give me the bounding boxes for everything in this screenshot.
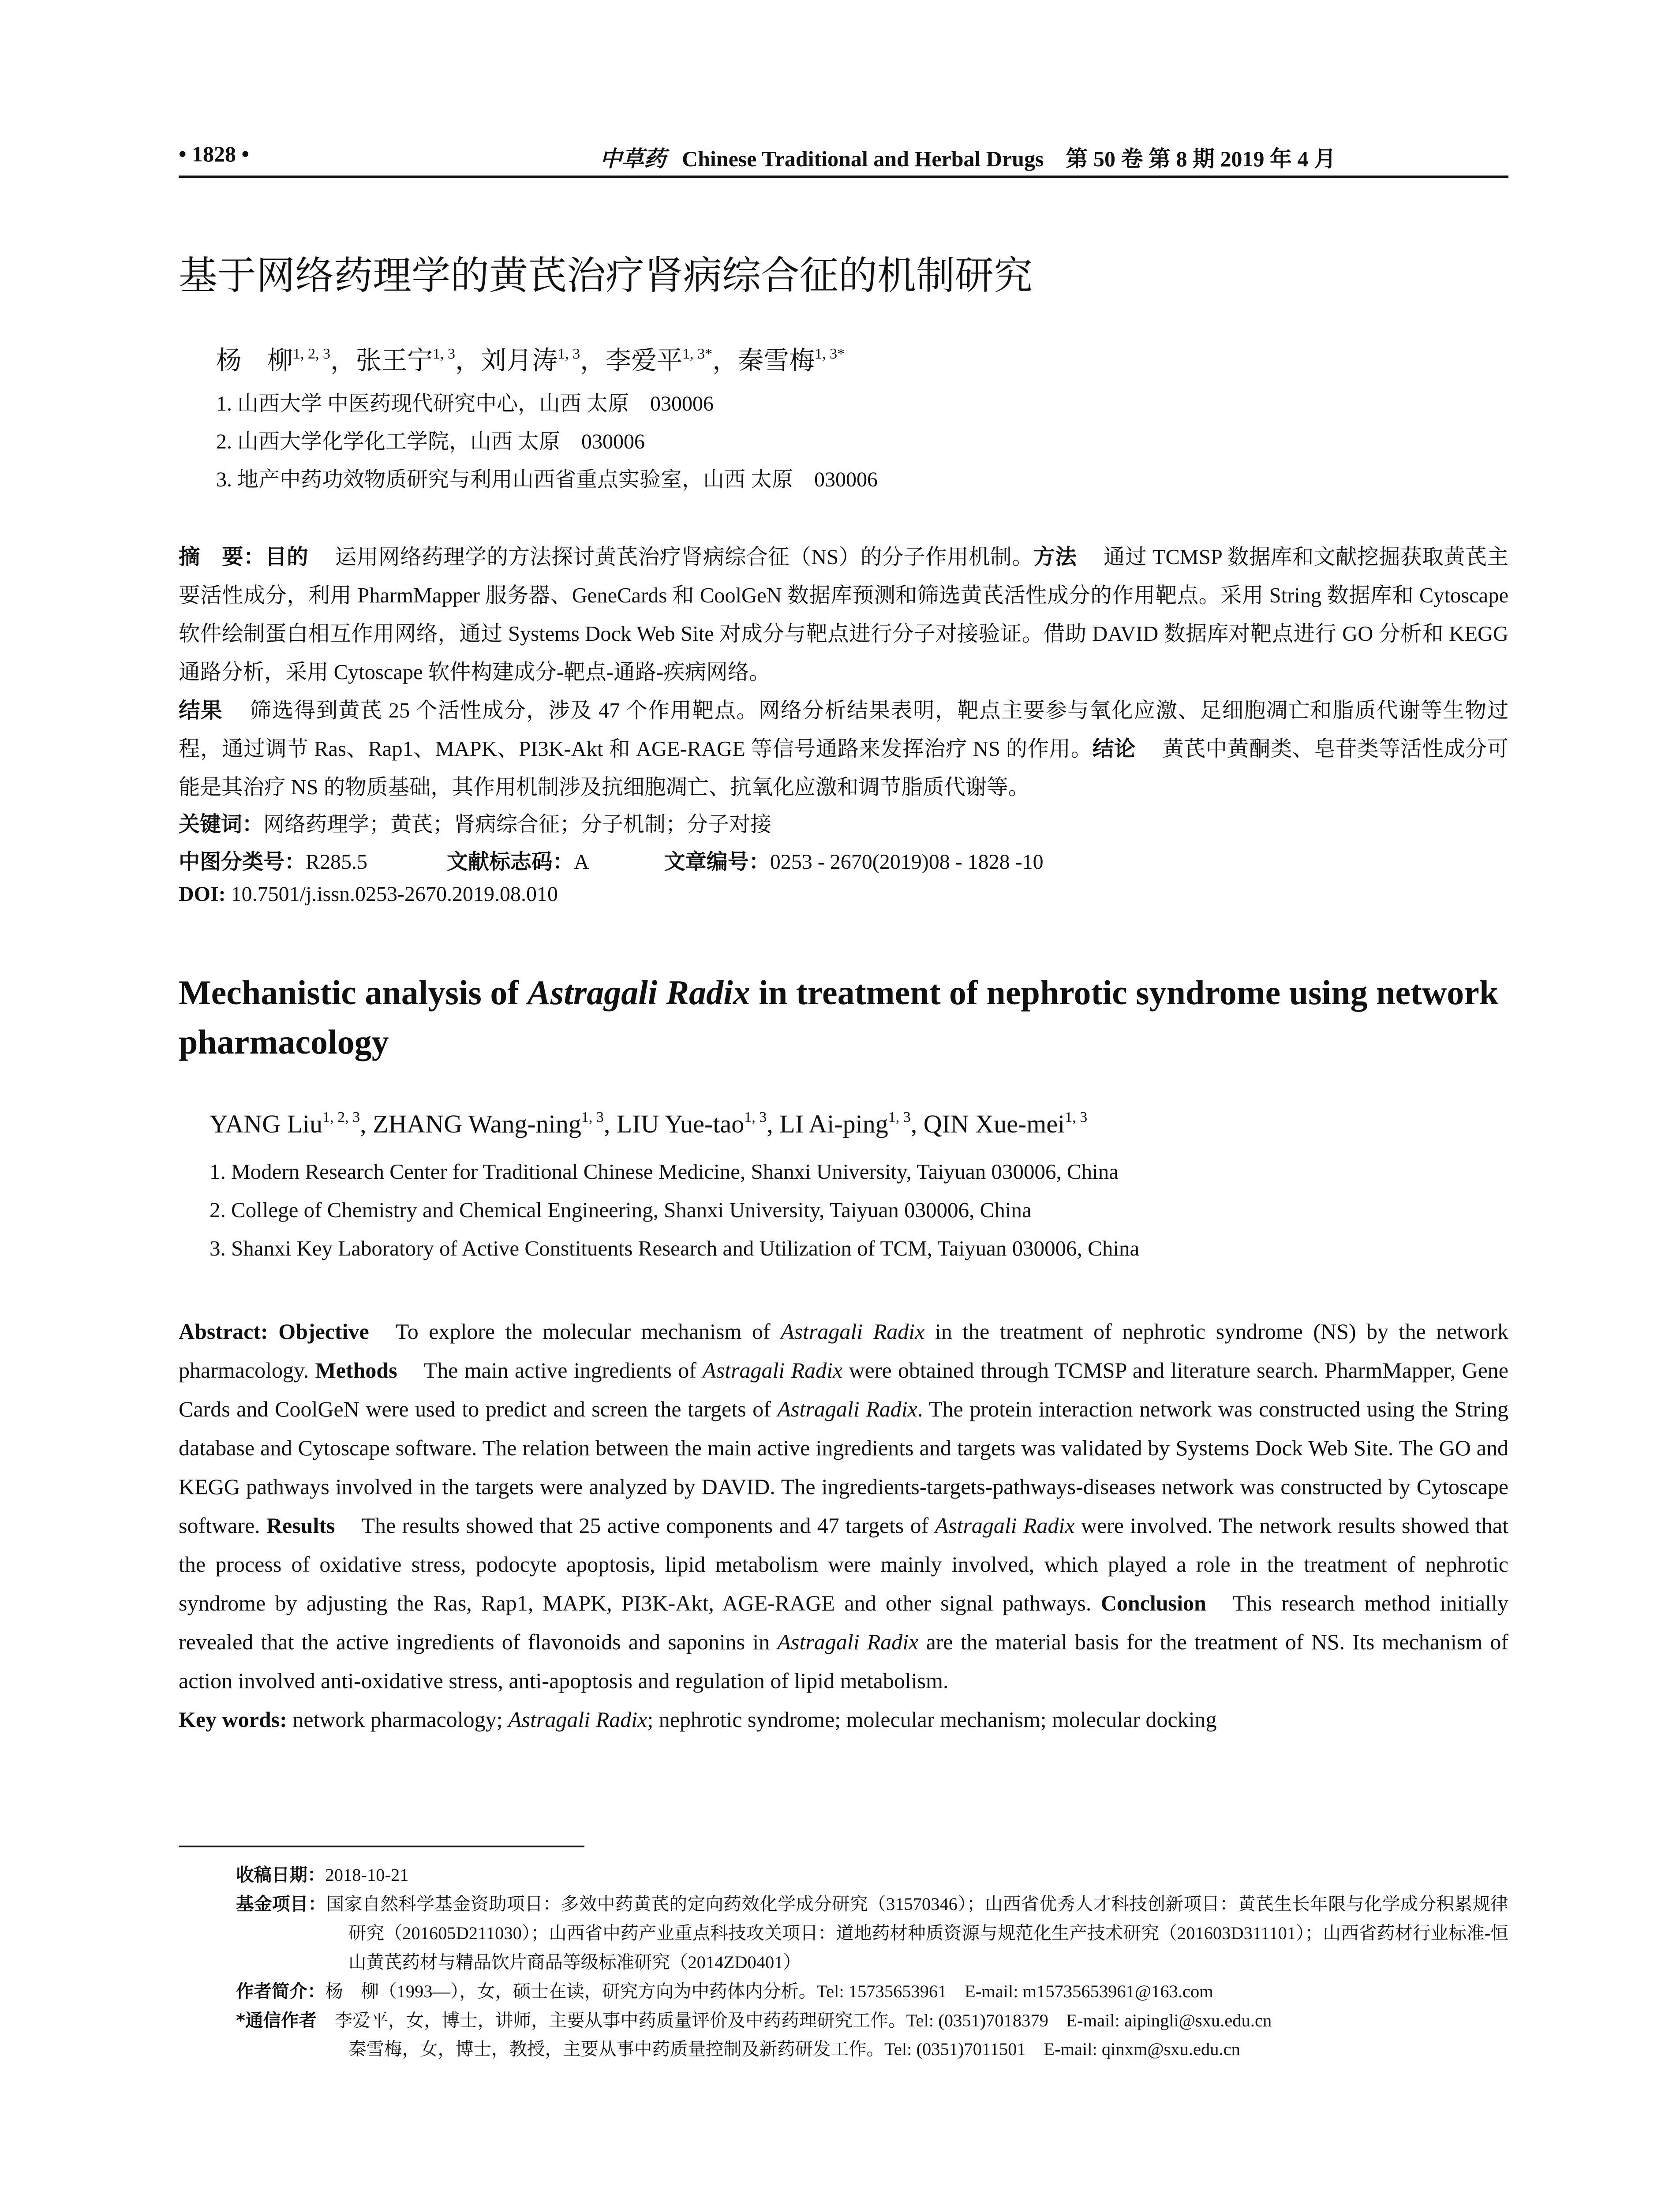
- footnote-corresponding-1: [236, 2006, 1272, 2035]
- clc-label: 中图分类号：: [179, 849, 306, 874]
- corresponding-text-1: 李爱平，女，博士，讲师，主要从事中药质量评价及中药药理研究工作。Tel: (0351)7018379 E-mail: aipingli@sxu.edu.cn: [334, 2011, 1272, 2030]
- chinese-affiliation-1: 1. 山西大学 中医药现代研究中心，山西 太原 030006: [216, 392, 714, 415]
- author-affil: 1, 3*: [815, 346, 845, 362]
- footnote-fund: [236, 1889, 1508, 1977]
- herb-name: Astragali Radix: [935, 1513, 1075, 1538]
- footnote-corresponding-2: 秦雪梅，女，博士，教授，主要从事中药质量控制及新药研发工作。Tel: (0351)7011501 E-mail: qinxm@sxu.edu.cn: [348, 2039, 1240, 2059]
- chinese-affiliation-3: 3. 地产中药功效物质研究与利用山西省重点实验室，山西 太原 030006: [216, 468, 878, 491]
- herb-name: Astragali Radix: [777, 1397, 917, 1421]
- conclusion-text: This research method initially revealed that the active ingredients of flavonoids and saponins in: [179, 1591, 1509, 1654]
- corresponding-label: *通信作者: [236, 2010, 317, 2031]
- abstract-label: 摘 要：: [179, 545, 266, 569]
- doc-code-label: 文献标志码：: [447, 849, 574, 874]
- doi-value: 10.7501/j.issn.0253-2670.2019.08.010: [231, 882, 558, 906]
- chinese-title: 基于网络药理学的黄芪治疗肾病综合征的机制研究: [179, 253, 1033, 298]
- herb-name: Astragali Radix: [777, 1629, 919, 1654]
- author-affil: 1, 3: [1065, 1109, 1088, 1125]
- objective-label: 目的: [265, 545, 309, 569]
- author-name: 杨 柳: [216, 346, 293, 375]
- objective-text: in the treatment of nephrotic syndrome (NS) by the network pharmacology.: [179, 1319, 1508, 1383]
- results-text: 筛选得到黄芪 25 个活性成分，涉及 47 个作用靶点。网络分析结果表明，靶点主要参与氧化应激、足细胞凋亡和脂质代谢等生物过程，通过调节 Ras、Rap1、MAPK、PI3K-Akt 和 AGE-RAGE 等信号通路来发挥治疗 NS 的作用。: [179, 699, 1508, 761]
- author-affil: 1, 3: [558, 346, 580, 362]
- received-date: 2018-10-21: [325, 1865, 409, 1885]
- page-number: • 1828 •: [179, 142, 250, 166]
- title-part: Mechanistic analysis of: [179, 973, 528, 1012]
- english-abstract: [179, 1312, 1508, 1739]
- article-no-label: 文章编号：: [664, 849, 770, 874]
- separator: ，: [455, 346, 481, 375]
- methods-label: Methods: [315, 1358, 397, 1383]
- footnote-rule: [179, 1846, 584, 1847]
- author-name: YANG Liu: [210, 1110, 323, 1138]
- chinese-keywords: [179, 807, 771, 837]
- title-herb: Astragali Radix: [527, 973, 750, 1012]
- english-affiliation-1: 1. Modern Research Center for Traditional Chinese Medicine, Shanxi University, Taiyuan 030006, China: [210, 1159, 1119, 1184]
- keywords-text: network pharmacology;: [287, 1707, 509, 1732]
- separator: ，: [712, 346, 738, 375]
- conclusion-text: are the material basis for the treatment of NS. Its mechanism of action involved anti-oxidative stress, anti-apoptosis and regulation of lipid metabolism.: [179, 1629, 1508, 1693]
- separator: ,: [910, 1110, 924, 1138]
- journal-issue: Chinese Traditional and Herbal Drugs 第 50 卷 第 8 期 2019 年 4 月: [682, 146, 1336, 171]
- keywords-text: ; nephrotic syndrome; molecular mechanism; molecular docking: [647, 1707, 1217, 1732]
- results-text: were involved. The network results showed that the process of oxidative stress, podocyte apoptosis, lipid metabolism were mainly involved, which played a role in the treatment of nephrotic syndrome by adjusting the Ras, Rap1, MAPK, PI3K-Akt, AGE-RAGE and other signal pathways.: [179, 1513, 1508, 1615]
- footnote-author-bio: [236, 1977, 1213, 2006]
- bio-label: 作者简介：: [236, 1981, 326, 2002]
- author-name: 李爱平: [606, 346, 683, 375]
- doi-label: DOI:: [179, 882, 226, 906]
- english-title: [179, 968, 1508, 1067]
- author-name: QIN Xue-mei: [923, 1110, 1065, 1138]
- keywords-label: Key words:: [179, 1707, 287, 1732]
- journal-logo: 中草药: [600, 146, 666, 172]
- received-label: 收稿日期：: [236, 1864, 326, 1885]
- results-text: The results showed that 25 active components and 47 targets of: [361, 1513, 935, 1538]
- keywords-text: 网络药理学；黄芪；肾病综合征；分子机制；分子对接: [263, 813, 772, 836]
- results-label: 结果: [179, 698, 223, 723]
- separator: ，: [330, 346, 356, 375]
- herb-name: Astragali Radix: [781, 1319, 925, 1344]
- author-affil: 1, 3: [581, 1109, 604, 1125]
- objective-text: To explore the molecular mechanism of: [395, 1319, 781, 1344]
- herb-name: Astragali Radix: [703, 1358, 843, 1383]
- separator: ，: [580, 346, 606, 375]
- bio-text: 杨 柳（1993—），女，硕士在读，研究方向为中药体内分析。Tel: 15735653961 E-mail: m15735653961@163.com: [325, 1981, 1213, 2001]
- author-name: 张王宁: [356, 346, 433, 375]
- separator: ,: [603, 1110, 617, 1138]
- conclusion-text: 黄芪中黄酮类、皂苷类等活性成分可能是其治疗 NS 的物质基础，其作用机制涉及抗细胞凋亡、抗氧化应激和调节脂质代谢等。: [179, 737, 1508, 799]
- author-affil: 1, 3: [433, 346, 456, 362]
- doi-line: [179, 882, 558, 906]
- conclusion-label: 结论: [1092, 736, 1136, 761]
- article-no-value: 0253 - 2670(2019)08 - 1828 -10: [770, 850, 1044, 874]
- separator: ,: [767, 1110, 780, 1138]
- methods-text: The main active ingredients of: [423, 1358, 703, 1383]
- methods-text: . The protein interaction network was constructed using the String database and Cytoscape software. The relation between the main active ingredients and targets was validated by Systems Dock Web Site. The GO and KEGG pathways involved in the targets were analyzed by DAVID. The ingredients-targets-pathways-diseases network was constructed by Cytoscape software.: [179, 1397, 1508, 1538]
- clc-value: R285.5: [306, 850, 368, 874]
- chinese-authors: [216, 340, 845, 377]
- herb-name: Astragali Radix: [508, 1707, 647, 1732]
- doc-code-value: A: [574, 850, 589, 874]
- keywords-label: 关键词：: [179, 812, 264, 837]
- results-label: Results: [266, 1513, 335, 1538]
- methods-text: were obtained through TCMSP and literature search. PharmMapper, Gene Cards and CoolGeN were used to predict and screen the targets of: [179, 1358, 1508, 1421]
- author-affil: 1, 2, 3: [322, 1109, 360, 1125]
- author-name: LIU Yue-tao: [616, 1110, 745, 1138]
- running-header: [179, 140, 1508, 178]
- author-name: 秦雪梅: [738, 346, 815, 375]
- chinese-abstract: [179, 538, 1508, 807]
- author-name: 刘月涛: [481, 346, 558, 375]
- methods-label: 方法: [1033, 545, 1077, 569]
- conclusion-label: Conclusion: [1100, 1591, 1206, 1615]
- author-affil: 1, 3: [744, 1109, 767, 1125]
- abstract-objective-label: Abstract: Objective: [179, 1319, 369, 1344]
- title-part: in treatment of nephrotic syndrome using network pharmacology: [179, 973, 1499, 1061]
- chinese-affiliation-2: 2. 山西大学化学化工学院，山西 太原 030006: [216, 430, 645, 453]
- methods-text: 通过 TCMSP 数据库和文献挖掘获取黄芪主要活性成分，利用 PharmMapper 服务器、GeneCards 和 CoolGeN 数据库预测和筛选黄芪活性成分的作用靶点。采用 String 数据库和 Cytoscape 软件绘制蛋白相互作用网络，通过 Systems Dock Web Site 对成分与靶点进行分子对接验证。借助 DAVID 数据库对靶点进行 GO 分析和 KEGG 通路分析，采用 Cytoscape 软件构建成分-靶点-通路-疾病网络。: [179, 546, 1508, 684]
- author-affil: 1, 3: [888, 1109, 911, 1125]
- journal-name: [600, 141, 1336, 173]
- objective-text: 运用网络药理学的方法探讨黄芪治疗肾病综合征（NS）的分子作用机制。: [335, 546, 1034, 569]
- english-affiliation-2: 2. College of Chemistry and Chemical Engineering, Shanxi University, Taiyuan 030006, China: [210, 1198, 1032, 1222]
- fund-label: 基金项目：: [236, 1893, 326, 1914]
- footnote-received: [236, 1860, 408, 1890]
- author-affil: 1, 3*: [682, 346, 713, 362]
- author-affil: 1, 2, 3: [293, 346, 331, 362]
- separator: ,: [360, 1110, 373, 1138]
- fund-text: 国家自然科学基金资助项目：多效中药黄芪的定向药效化学成分研究（31570346）；山西省优秀人才科技创新项目：黄芪生长年限与化学成分积累规律研究（201605D211030）；山西省中药产业重点科技攻关项目：道地药材种质资源与规范化生产技术研究（201603D311101）；山西省药材行业标准-恒山黄芪药材与精品饮片商品等级标准研究（2014ZD0401）: [326, 1894, 1509, 1972]
- classification-line: [179, 845, 1044, 875]
- author-name: ZHANG Wang-ning: [373, 1110, 581, 1138]
- author-name: LI Ai-ping: [779, 1110, 888, 1138]
- english-affiliation-3: 3. Shanxi Key Laboratory of Active Constituents Research and Utilization of TCM, Taiyuan 030006, China: [210, 1236, 1140, 1260]
- english-authors: [210, 1109, 1087, 1139]
